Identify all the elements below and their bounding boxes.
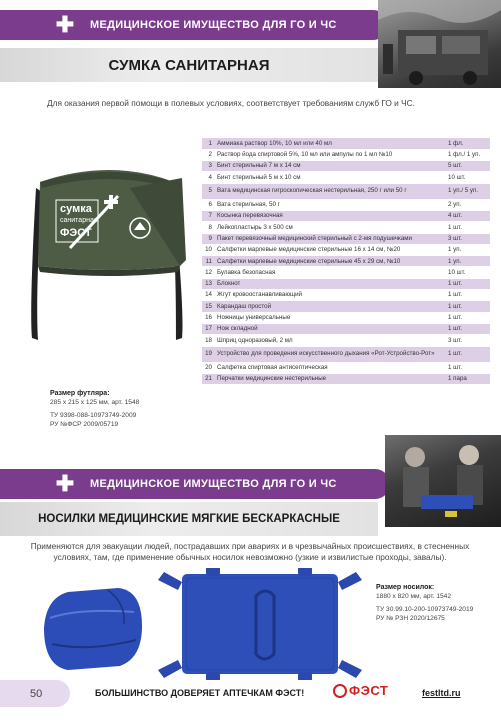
product-description xyxy=(30,541,470,563)
item-name: Лейкопластырь 3 х 500 см xyxy=(214,222,445,233)
item-quantity: 1 фл. xyxy=(445,138,490,149)
photo-firefighters xyxy=(378,0,501,88)
item-quantity: 1 шт. xyxy=(445,301,490,312)
table-row xyxy=(202,267,490,278)
item-name: Шприц одноразовый, 2 мл xyxy=(214,335,445,346)
item-number: 16 xyxy=(202,312,214,323)
table-row xyxy=(202,301,490,312)
table-row xyxy=(202,256,490,267)
item-number: 13 xyxy=(202,278,214,289)
item-name: Аммиака раствор 10%, 10 мл или 40 мл xyxy=(214,138,445,149)
item-number: 9 xyxy=(202,233,214,244)
item-quantity: 4 шт. xyxy=(445,210,490,221)
item-number: 8 xyxy=(202,222,214,233)
table-row xyxy=(202,278,490,289)
description-line: Применяются для эвакуации людей, пострадавших при авариях и в чрезвычайных происшествиях, в стесненных xyxy=(30,541,470,551)
table-row xyxy=(202,346,490,362)
item-number: 21 xyxy=(202,373,214,384)
page-number-text: 50 xyxy=(30,687,43,700)
banner-label: МЕДИЦИНСКОЕ ИМУЩЕСТВО ДЛЯ ГО И ЧС xyxy=(90,19,337,31)
item-name: Устройство для проведения искусственного дыхания «Рот-Устройство-Рот» xyxy=(214,346,445,362)
item-quantity: 1 шт. xyxy=(445,278,490,289)
table-row xyxy=(202,233,490,244)
item-quantity: 1 шт. xyxy=(445,323,490,334)
item-number: 5 xyxy=(202,183,214,199)
footer-slogan: БОЛЬШИНСТВО ДОВЕРЯЕТ АПТЕЧКАМ ФЭСТ! xyxy=(95,688,305,698)
table-row xyxy=(202,149,490,160)
item-quantity: 1 фл./ 1 уп. xyxy=(445,149,490,160)
item-number: 19 xyxy=(202,346,214,362)
item-quantity: 1 шт. xyxy=(445,362,490,373)
product-title: СУМКА САНИТАРНАЯ xyxy=(108,56,270,74)
item-number: 15 xyxy=(202,301,214,312)
section-banner-bottom xyxy=(0,469,390,499)
item-number: 3 xyxy=(202,161,214,172)
table-row xyxy=(202,373,490,384)
spec-line: ТУ 9398-088-10973749-2009 xyxy=(50,412,137,419)
table-row xyxy=(202,222,490,233)
plus-icon: ✚ xyxy=(55,12,75,37)
item-name: Булавка безопасная xyxy=(214,267,445,278)
item-quantity: 1 пара xyxy=(445,373,490,384)
table-row xyxy=(202,199,490,210)
item-name: Пакет перевязочный медицинский стерильный с 2-мя подушечками xyxy=(214,233,445,244)
item-quantity: 1 шт. xyxy=(445,312,490,323)
item-quantity: 5 шт. xyxy=(445,161,490,172)
spec-line: РУ № РЗН 2020/12675 xyxy=(376,614,445,622)
item-number: 6 xyxy=(202,199,214,210)
bag-print-line2: санитарная xyxy=(60,217,98,224)
item-name: Жгут кровоостанавливающий xyxy=(214,290,445,301)
spec-heading: Размер носилок: xyxy=(376,584,435,591)
table-row xyxy=(202,362,490,373)
item-name: Блокнот xyxy=(214,278,445,289)
item-quantity: 1 шт. xyxy=(445,222,490,233)
table-row xyxy=(202,138,490,149)
item-name: Косынка перевязочная xyxy=(214,210,445,221)
stretcher-image xyxy=(156,568,368,680)
banner-label: МЕДИЦИНСКОЕ ИМУЩЕСТВО ДЛЯ ГО И ЧС xyxy=(90,478,337,490)
plus-icon: ✚ xyxy=(55,471,75,496)
item-name: Ножницы универсальные xyxy=(214,312,445,323)
item-quantity: 2 уп. xyxy=(445,199,490,210)
table-row xyxy=(202,290,490,301)
item-name: Перчатки медицинские нестерильные xyxy=(214,373,445,384)
item-name: Вата медицинская гигроскопическая нестерильная, 250 г или 50 г xyxy=(214,183,445,199)
item-quantity: 3 шт. xyxy=(445,233,490,244)
table-row xyxy=(202,172,490,183)
website-link[interactable]: festltd.ru xyxy=(422,688,461,698)
contents-table xyxy=(202,138,490,385)
item-number: 20 xyxy=(202,362,214,373)
item-number: 1 xyxy=(202,138,214,149)
item-quantity: 1 уп./ 5 уп. xyxy=(445,183,490,199)
bag-print-line3: ФЭСТ xyxy=(60,227,92,239)
item-quantity: 10 шт. xyxy=(445,172,490,183)
item-name: Салфетки марлевые медицинские стерильные 45 х 29 см, №10 xyxy=(214,256,445,267)
item-name: Салфетки марлевые медицинские стерильные 16 х 14 см, №20 xyxy=(214,244,445,255)
item-name: Нож складной xyxy=(214,323,445,334)
spec-line: РУ №ФСР 2009/05719 xyxy=(50,420,119,428)
spec-line: 285 х 215 х 125 мм, арт. 1548 xyxy=(50,398,140,406)
stretcher-bag-image xyxy=(38,578,148,678)
spec-heading: Размер футляра: xyxy=(50,390,110,397)
item-number: 12 xyxy=(202,267,214,278)
product-description: Для оказания первой помощи в полевых условиях, соответствует требованиям служб ГО и ЧС. xyxy=(47,98,415,108)
item-quantity: 1 шт. xyxy=(445,290,490,301)
spec-line: 1880 х 820 мм, арт. 1542 xyxy=(376,592,452,600)
description-line: условиях, там, где применение обычных носилок невозможно (узкие и извилистые проходы, завалы). xyxy=(53,552,447,562)
product-title-bar xyxy=(0,502,378,536)
item-quantity: 1 уп. xyxy=(445,256,490,267)
table-row xyxy=(202,312,490,323)
logo-text: ФЭСТ xyxy=(349,683,389,698)
item-name: Раствор йода спиртовой 5%, 10 мл или ампулы по 1 мл №10 xyxy=(214,149,445,160)
item-number: 14 xyxy=(202,290,214,301)
item-name: Бинт стерильный 5 м х 10 см xyxy=(214,172,445,183)
item-name: Карандаш простой xyxy=(214,301,445,312)
item-number: 18 xyxy=(202,335,214,346)
item-number: 11 xyxy=(202,256,214,267)
item-name: Бинт стерильный 7 м х 14 см xyxy=(214,161,445,172)
item-number: 7 xyxy=(202,210,214,221)
logo-circle-icon xyxy=(333,684,347,698)
bag-specs xyxy=(50,390,139,429)
product-title: НОСИЛКИ МЕДИЦИНСКИЕ МЯГКИЕ БЕСКАРКАСНЫЕ xyxy=(38,513,340,525)
item-number: 17 xyxy=(202,323,214,334)
item-number: 10 xyxy=(202,244,214,255)
spec-line: ТУ 30.99.10-200-10973749-2019 xyxy=(376,606,474,613)
item-quantity: 1 уп. xyxy=(445,244,490,255)
bag-image xyxy=(22,148,194,368)
item-name: Вата стерильная, 50 г xyxy=(214,199,445,210)
item-quantity: 3 шт. xyxy=(445,335,490,346)
table-row xyxy=(202,323,490,334)
table-row xyxy=(202,161,490,172)
item-name: Салфетка спиртовая антисептическая xyxy=(214,362,445,373)
section-banner-top xyxy=(0,10,388,40)
brand-logo xyxy=(333,683,388,698)
photo-rescuers xyxy=(385,435,501,527)
table-row xyxy=(202,335,490,346)
table-row xyxy=(202,244,490,255)
page-number xyxy=(0,680,70,707)
table-row xyxy=(202,183,490,199)
stretcher-specs xyxy=(376,584,473,623)
table-row xyxy=(202,210,490,221)
item-number: 4 xyxy=(202,172,214,183)
item-number: 2 xyxy=(202,149,214,160)
item-quantity: 10 шт. xyxy=(445,267,490,278)
product-title-bar xyxy=(0,48,378,82)
bag-print-line1: сумка xyxy=(60,203,92,215)
item-quantity: 1 шт. xyxy=(445,346,490,362)
